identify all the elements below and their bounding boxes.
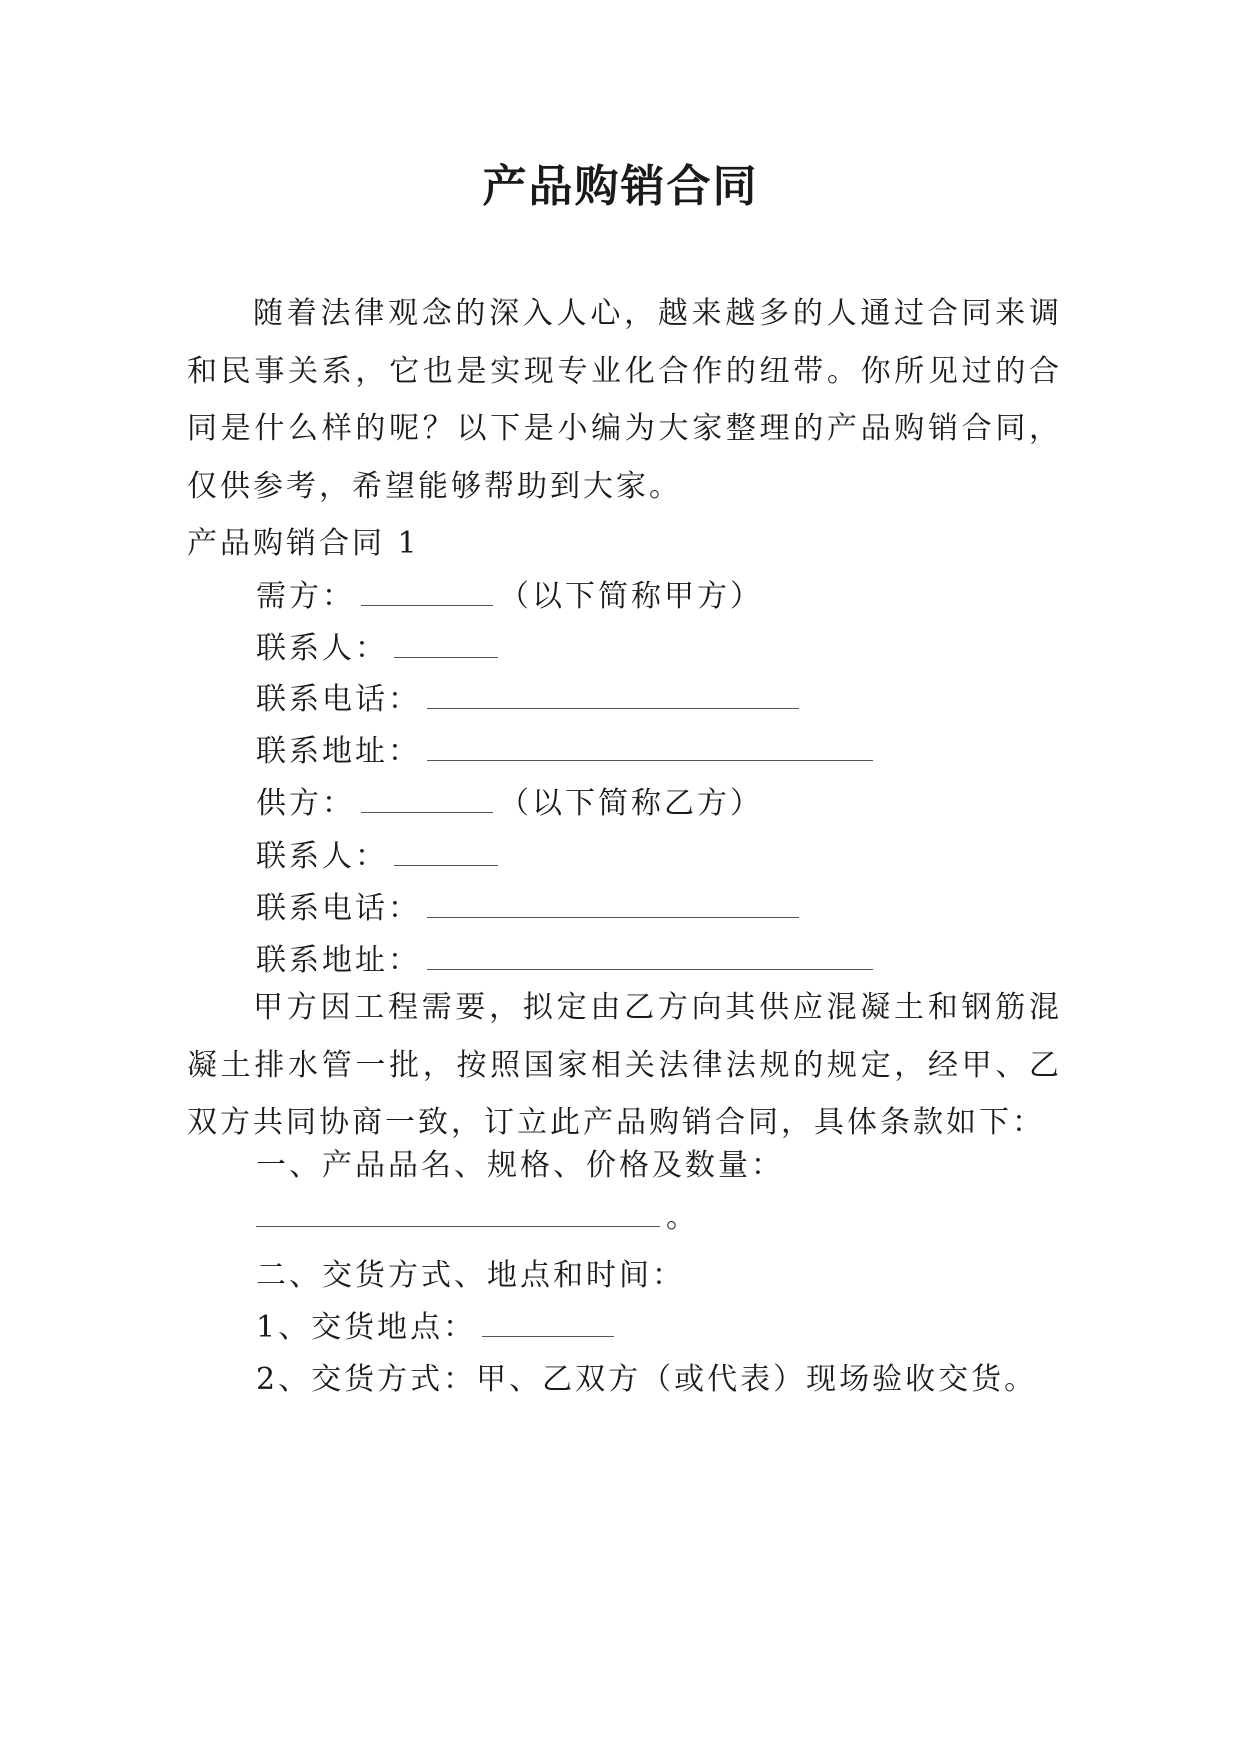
clause-2-heading: 二、交货方式、地点和时间： <box>256 1258 685 1293</box>
buyer-contact-person-line <box>256 629 504 669</box>
document-title: 产品购销合同 <box>482 161 759 212</box>
buyer-contact-person-blank <box>394 629 498 658</box>
item-1-line <box>256 1308 620 1348</box>
supplier-suffix: （以下简称乙方） <box>499 786 763 821</box>
buyer-contact-address-line <box>256 732 879 772</box>
buyer-contact-phone-line <box>256 680 805 720</box>
buyer-line <box>256 577 763 617</box>
supplier-contact-phone-blank <box>427 889 799 918</box>
buyer-contact-address-label: 联系地址： <box>256 734 421 769</box>
buyer-label: 需方： <box>256 579 355 614</box>
intro-paragraph: 随着法律观念的深入人心，越来越多的人通过合同来调和民事关系，它也是实现专业化合作的纽带。你所见过的合同是什么样的呢？以下是小编为大家整理的产品购销合同，仅供参考，希望能够帮助到大家。 <box>187 296 1062 504</box>
item-2-line: 2、交货方式：甲、乙双方（或代表）现场验收交货。 <box>256 1362 1038 1397</box>
supplier-contact-person-line <box>256 837 504 877</box>
clause-1-heading: 一、产品品名、规格、价格及数量： <box>256 1148 784 1183</box>
supplier-name-blank <box>361 784 493 813</box>
clause-1-period: 。 <box>666 1200 699 1235</box>
delivery-location-blank <box>482 1308 614 1337</box>
section-heading: 产品购销合同 1 <box>187 526 420 561</box>
buyer-contact-phone-label: 联系电话： <box>256 682 421 717</box>
supplier-line <box>256 784 763 824</box>
body-paragraph: 甲方因工程需要，拟定由乙方向其供应混凝土和钢筋混凝土排水管一批，按照国家相关法律法规的规定，经甲、乙双方共同协商一致，订立此产品购销合同，具体条款如下： <box>187 990 1062 1140</box>
buyer-name-blank <box>361 577 493 606</box>
buyer-suffix: （以下简称甲方） <box>499 579 763 614</box>
buyer-contact-address-blank <box>427 732 873 761</box>
supplier-contact-person-label: 联系人： <box>256 839 388 874</box>
product-details-blank <box>256 1198 660 1227</box>
supplier-contact-address-line <box>256 941 879 981</box>
supplier-label: 供方： <box>256 786 355 821</box>
supplier-contact-phone-line <box>256 889 805 929</box>
buyer-contact-phone-blank <box>427 680 799 709</box>
clause-1-blank-line <box>256 1198 699 1238</box>
supplier-contact-phone-label: 联系电话： <box>256 891 421 926</box>
buyer-contact-person-label: 联系人： <box>256 631 388 666</box>
supplier-contact-address-blank <box>427 941 873 970</box>
item-1-label: 1、交货地点： <box>256 1310 477 1345</box>
supplier-contact-person-blank <box>394 837 498 866</box>
supplier-contact-address-label: 联系地址： <box>256 943 421 978</box>
